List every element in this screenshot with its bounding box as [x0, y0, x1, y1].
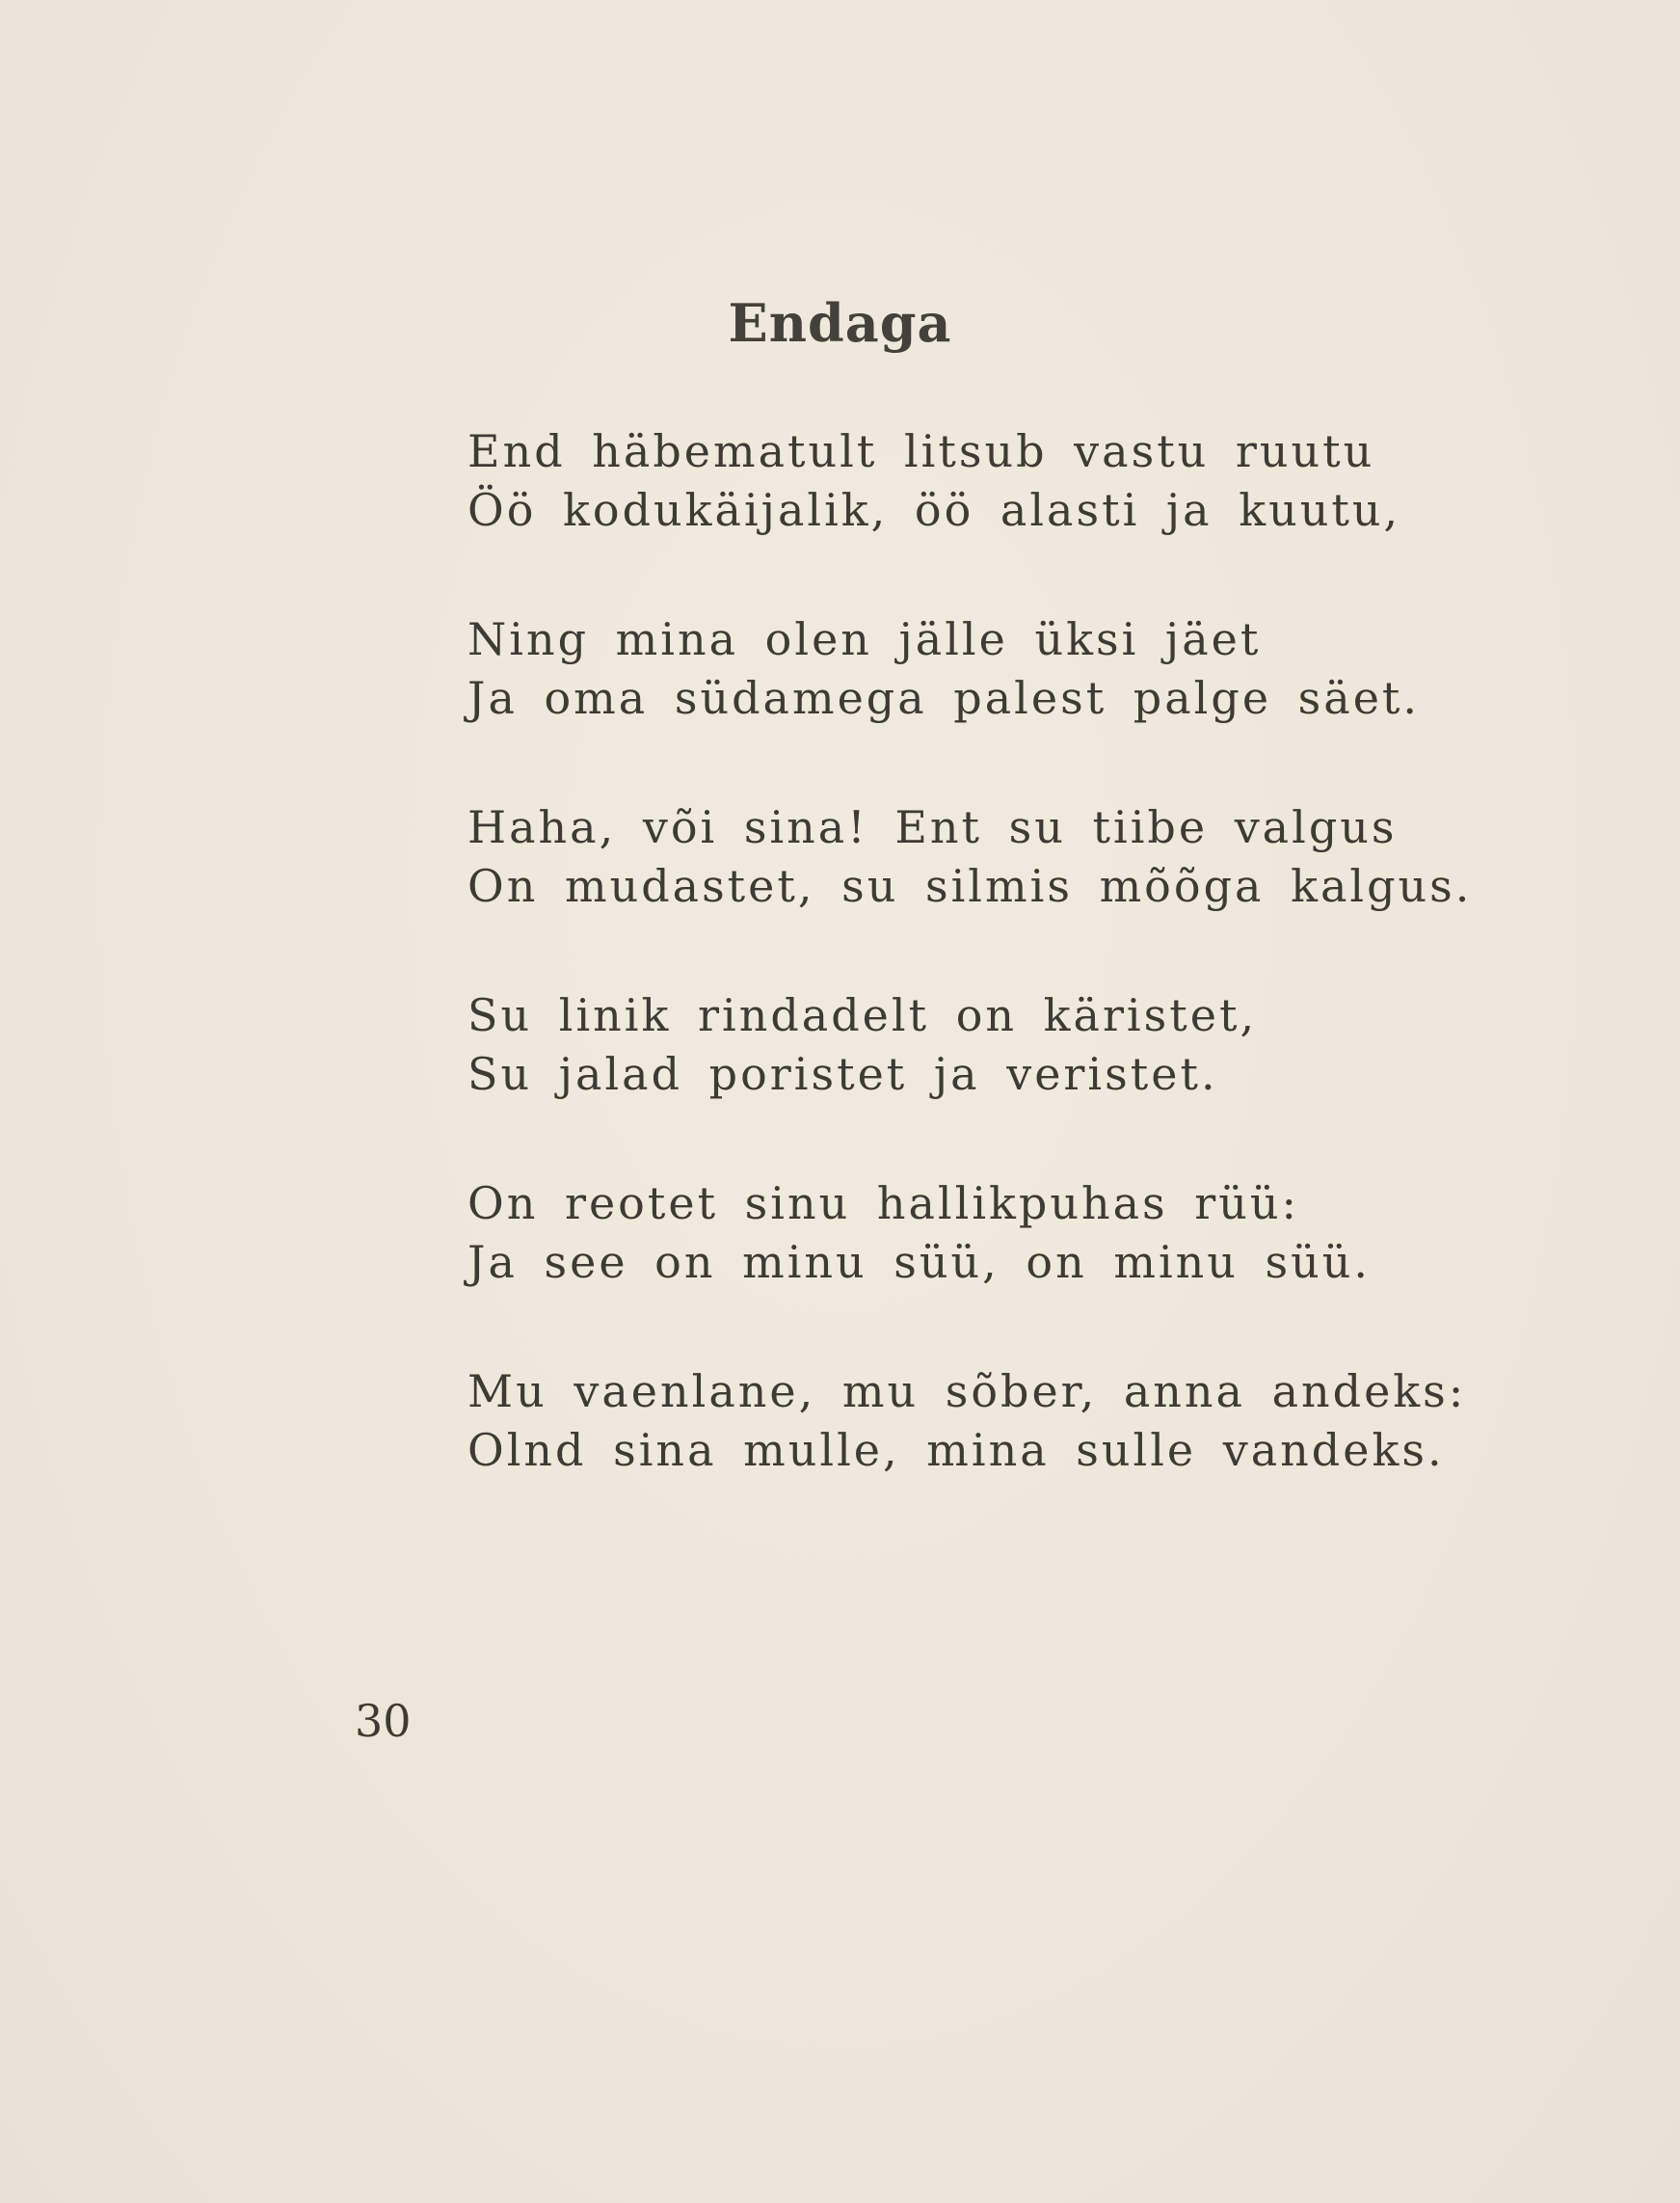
poem-line: Haha, või sina! Ent su tiibe valgus — [467, 801, 1398, 853]
stanza-2 — [467, 610, 1472, 728]
stanza-4 — [467, 986, 1472, 1104]
poem-line: On reotet sinu hallikpuhas rüü: — [467, 1177, 1300, 1229]
stanza-5 — [467, 1174, 1472, 1292]
stanza-1 — [467, 422, 1472, 540]
poem-line: Ja oma südamega palest palge säet. — [467, 672, 1421, 724]
poem-line: Ning mina olen jälle üksi jäet — [467, 613, 1262, 665]
poem-body — [467, 422, 1472, 1550]
poem-line: End häbematult litsub vastu ruutu — [467, 425, 1375, 477]
poem-title: Endaga — [728, 292, 952, 354]
poem-line: On mudastet, su silmis mõõga kalgus. — [467, 860, 1473, 912]
poem-line: Ja see on minu süü, on minu süü. — [467, 1236, 1372, 1288]
page-number: 30 — [355, 1695, 412, 1747]
poem-line: Mu vaenlane, mu sõber, anna andeks: — [467, 1365, 1467, 1417]
stanza-6 — [467, 1362, 1472, 1480]
poem-line: Su linik rindadelt on käristet, — [467, 989, 1258, 1041]
stanza-3 — [467, 798, 1472, 916]
poem-line: Su jalad poristet ja veristet. — [467, 1048, 1218, 1100]
poem-line: Öö kodukäijalik, öö alasti ja kuutu, — [467, 484, 1401, 536]
poem-line: Olnd sina mulle, mina sulle vandeks. — [467, 1424, 1445, 1476]
